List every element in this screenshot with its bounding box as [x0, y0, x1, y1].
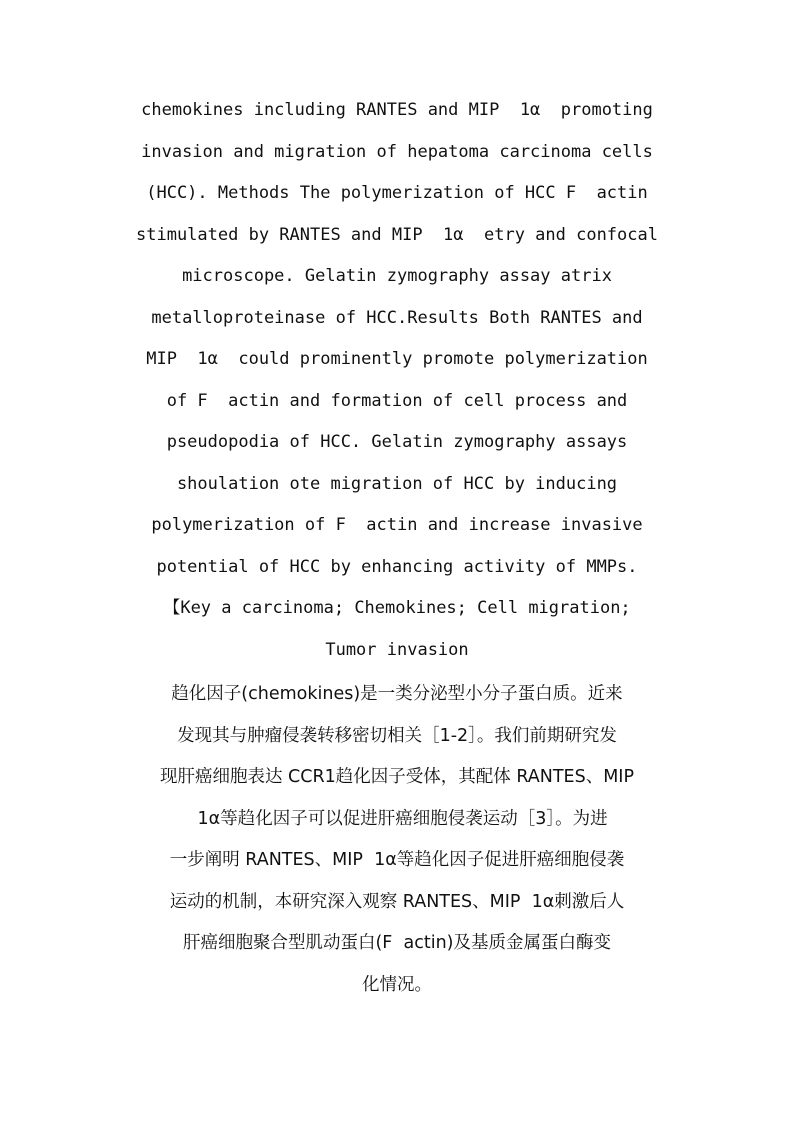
body-line: 一步阐明 RANTES、MIP 1α等趋化因子促进肝癌细胞侵袭: [169, 850, 625, 870]
body-line: 肝癌细胞聚合型肌动蛋白(F actin)及基质金属蛋白酶变: [182, 933, 611, 953]
keywords-line: Tumor invasion: [325, 639, 469, 660]
abstract-line: pseudopodia of HCC. Gelatin zymography assays: [166, 432, 628, 452]
english-abstract: [100, 90, 694, 671]
abstract-line: polymerization of F actin and increase invasive: [151, 515, 643, 535]
abstract-line: MIP 1α could prominently promote polymerization: [146, 349, 648, 369]
abstract-line: microscope. Gelatin zymography assay atrix: [182, 266, 612, 286]
abstract-line: of F actin and formation of cell process and: [166, 390, 628, 411]
keywords-line: 【Key a carcinoma; Chemokines; Cell migration;: [163, 598, 631, 618]
abstract-line: chemokines including RANTES and MIP 1α promoting: [141, 100, 653, 120]
body-line: 发现其与肿瘤侵袭转移密切相关［1-2］。我们前期研究发: [177, 725, 617, 746]
abstract-line: potential of HCC by enhancing activity of MMPs.: [156, 556, 638, 577]
abstract-line: shoulation ote migration of HCC by inducing: [176, 473, 618, 494]
abstract-line: invasion and migration of hepatoma carcinoma cells: [141, 141, 653, 162]
body-line: 现肝癌细胞表达 CCR1趋化因子受体，其配体 RANTES、MIP: [159, 767, 635, 787]
body-line: 运动的机制，本研究深入观察 RANTES、MIP 1α刺激后人: [169, 891, 625, 912]
chinese-body-paragraph: [124, 674, 670, 1006]
abstract-line: (HCC). Methods The polymerization of HCC F actin: [146, 183, 648, 203]
body-line: 化情况。: [362, 974, 432, 995]
abstract-line: stimulated by RANTES and MIP 1α etry and confocal: [136, 224, 658, 245]
body-line: 趋化因子(chemokines)是一类分泌型小分子蛋白质。近来: [171, 684, 623, 704]
body-line: 1α等趋化因子可以促进肝癌细胞侵袭运动［3］。为进: [186, 808, 608, 829]
abstract-line: metalloproteinase of HCC.Results Both RANTES and: [151, 307, 643, 328]
